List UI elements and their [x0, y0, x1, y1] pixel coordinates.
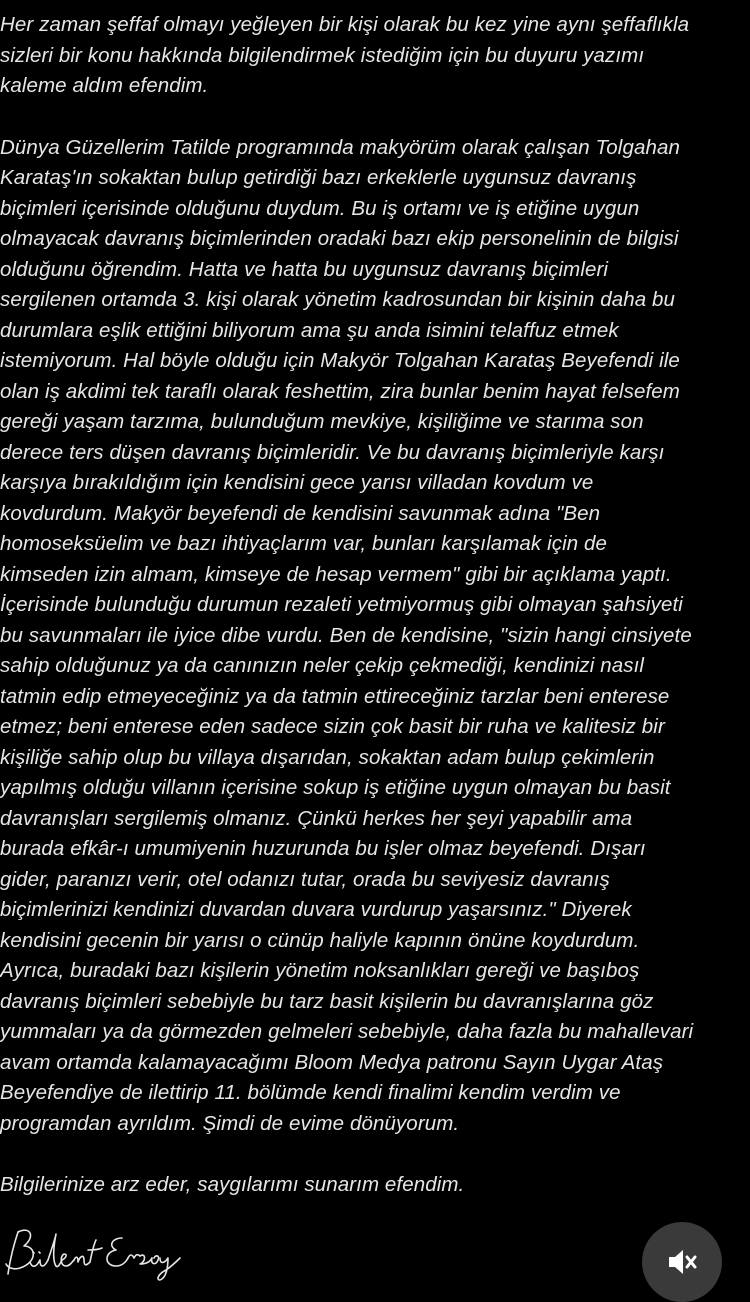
text-line: olmayacak davranış biçimlerinden oradaki bazı ekip personelinin de bilgisi — [0, 227, 679, 250]
text-line: gider, paranızı verir, otel odanızı tutar, orada bu seviyesiz davranış — [0, 867, 610, 891]
text-line: homoseksüelim ve bazı ihtiyaçlarım var, bunları karşılamak için de — [0, 532, 608, 555]
text-line: tatmin edip etmeyeceğiniz ya da tatmin ettireceğiniz tarzlar beni enterese — [0, 684, 670, 708]
text-line: kimseden izin almam, kimseye de hesap vermem" gibi bir açıklama yaptı. — [0, 562, 672, 586]
text-line: biçimlerinizi kendinizi duvardan duvara vurdurup yaşarsınız." Diyerek — [0, 898, 632, 921]
paragraph-gap — [0, 1139, 740, 1170]
text-line: biçimleri içerisinde olduğunu duydum. Bu iş ortamı ve iş etiğine uygun — [0, 196, 640, 220]
text-line: sergilenen ortamda 3. kişi olarak yönetim kadrosundan bir kişinin daha bu — [0, 288, 676, 311]
text-line: sahip olduğunuz ya da canınızın neler çekip çekmediği, kendinizi nasıl — [0, 654, 645, 677]
text-line: durumlara eşlik ettiğini biliyorum ama şu anda isimini telaffuz etmek — [0, 318, 619, 342]
text-line: derece ters düşen davranış biçimleridir. Ve bu davranış biçimleriyle karşı — [0, 440, 665, 464]
text-line: sizleri bir konu hakkında bilgilendirmek istediğim için bu duyuru yazımı — [0, 43, 645, 67]
paragraph-body — [0, 133, 740, 1140]
text-line: Beyefendiye de ilettirip 11. bölümde kendi finalimi kendim verdim ve — [0, 1081, 621, 1104]
text-line: yapılmış olduğu villanın içerisine sokup iş etiğine uygun olmayan bu basit — [0, 776, 671, 799]
paragraph-gap — [0, 102, 740, 133]
text-line: yummaları ya da görmezden gelmeleri sebebiyle, daha fazla bu mahallevari — [0, 1020, 694, 1043]
text-line: Dünya Güzellerim Tatilde programında makyörüm olarak çalışan Tolgahan — [0, 135, 680, 159]
text-line: Her zaman şeffaf olmayı yeğleyen bir kişi olarak bu kez yine aynı şeffaflıkla — [0, 13, 690, 36]
text-line: kişiliğe sahip olup bu villaya dışarıdan, sokaktan adam bulup çekimlerin — [0, 745, 655, 769]
text-line: kaleme aldım efendim. — [0, 74, 209, 97]
announcement-letter — [0, 10, 740, 1201]
text-line: etmez; beni enterese eden sadece sizin çok basit bir ruha ve kalitesiz bir — [0, 715, 665, 738]
text-line: Ayrıca, buradaki bazı kişilerin yönetim noksanlıkları gereği ve başıboş — [0, 959, 640, 982]
text-line: bu savunmaları ile iyice dibe vurdu. Ben de kendisine, "sizin hangi cinsiyete — [0, 623, 692, 647]
mute-toggle-button[interactable] — [642, 1222, 722, 1302]
closing-line: Bilgilerinize arz eder, saygılarımı sunarım efendim. — [0, 1173, 465, 1196]
text-line: karşıya bırakıldığım için kendisini gece yarısı villadan kovdum ve — [0, 471, 594, 494]
text-line: kendisini gecenin bir yarısı o cünüp haliyle kapının önüne koydurdum. — [0, 928, 640, 952]
text-line: istemiyorum. Hal böyle olduğu için Makyör Tolgahan Karataş Beyefendi ile — [0, 349, 680, 372]
text-line: burada efkâr-ı umumiyenin huzurunda bu işler olmaz beyefendi. Dışarı — [0, 837, 646, 860]
text-line: davranışları sergilemiş olmanız. Çünkü herkes her şeyi yapabilir ama — [0, 806, 633, 830]
text-line: İçerisinde bulunduğu durumun rezaleti yetmiyormuş gibi olmayan şahsiyeti — [0, 593, 683, 616]
text-line: olan iş akdimi tek taraflı olarak feshettim, zira bunlar benim hayat felsefem — [0, 379, 680, 403]
paragraph-intro — [0, 10, 740, 102]
text-line: Karataş'ın sokaktan bulup getirdiği bazı erkeklerle uygunsuz davranış — [0, 166, 637, 189]
text-line: davranış biçimleri sebebiyle bu tarz basit kişilerin bu davranışlarına göz — [0, 989, 654, 1013]
text-line: kovdurdum. Makyör beyefendi de kendisini savunmak adına "Ben — [0, 501, 601, 525]
text-line: gereği yaşam tarzıma, bulunduğum mevkiye, kişiliğime ve starıma son — [0, 410, 644, 433]
text-line: avam ortamda kalamayacağımı Bloom Medya patronu Sayın Uygar Ataş — [0, 1050, 664, 1074]
handwritten-signature — [0, 1222, 190, 1282]
text-line: olduğunu öğrendim. Hatta ve hatta bu uygunsuz davranış biçimleri — [0, 257, 609, 281]
speaker-muted-icon — [665, 1245, 699, 1279]
text-line: programdan ayrıldım. Şimdi de evime dönüyorum. — [0, 1111, 460, 1135]
